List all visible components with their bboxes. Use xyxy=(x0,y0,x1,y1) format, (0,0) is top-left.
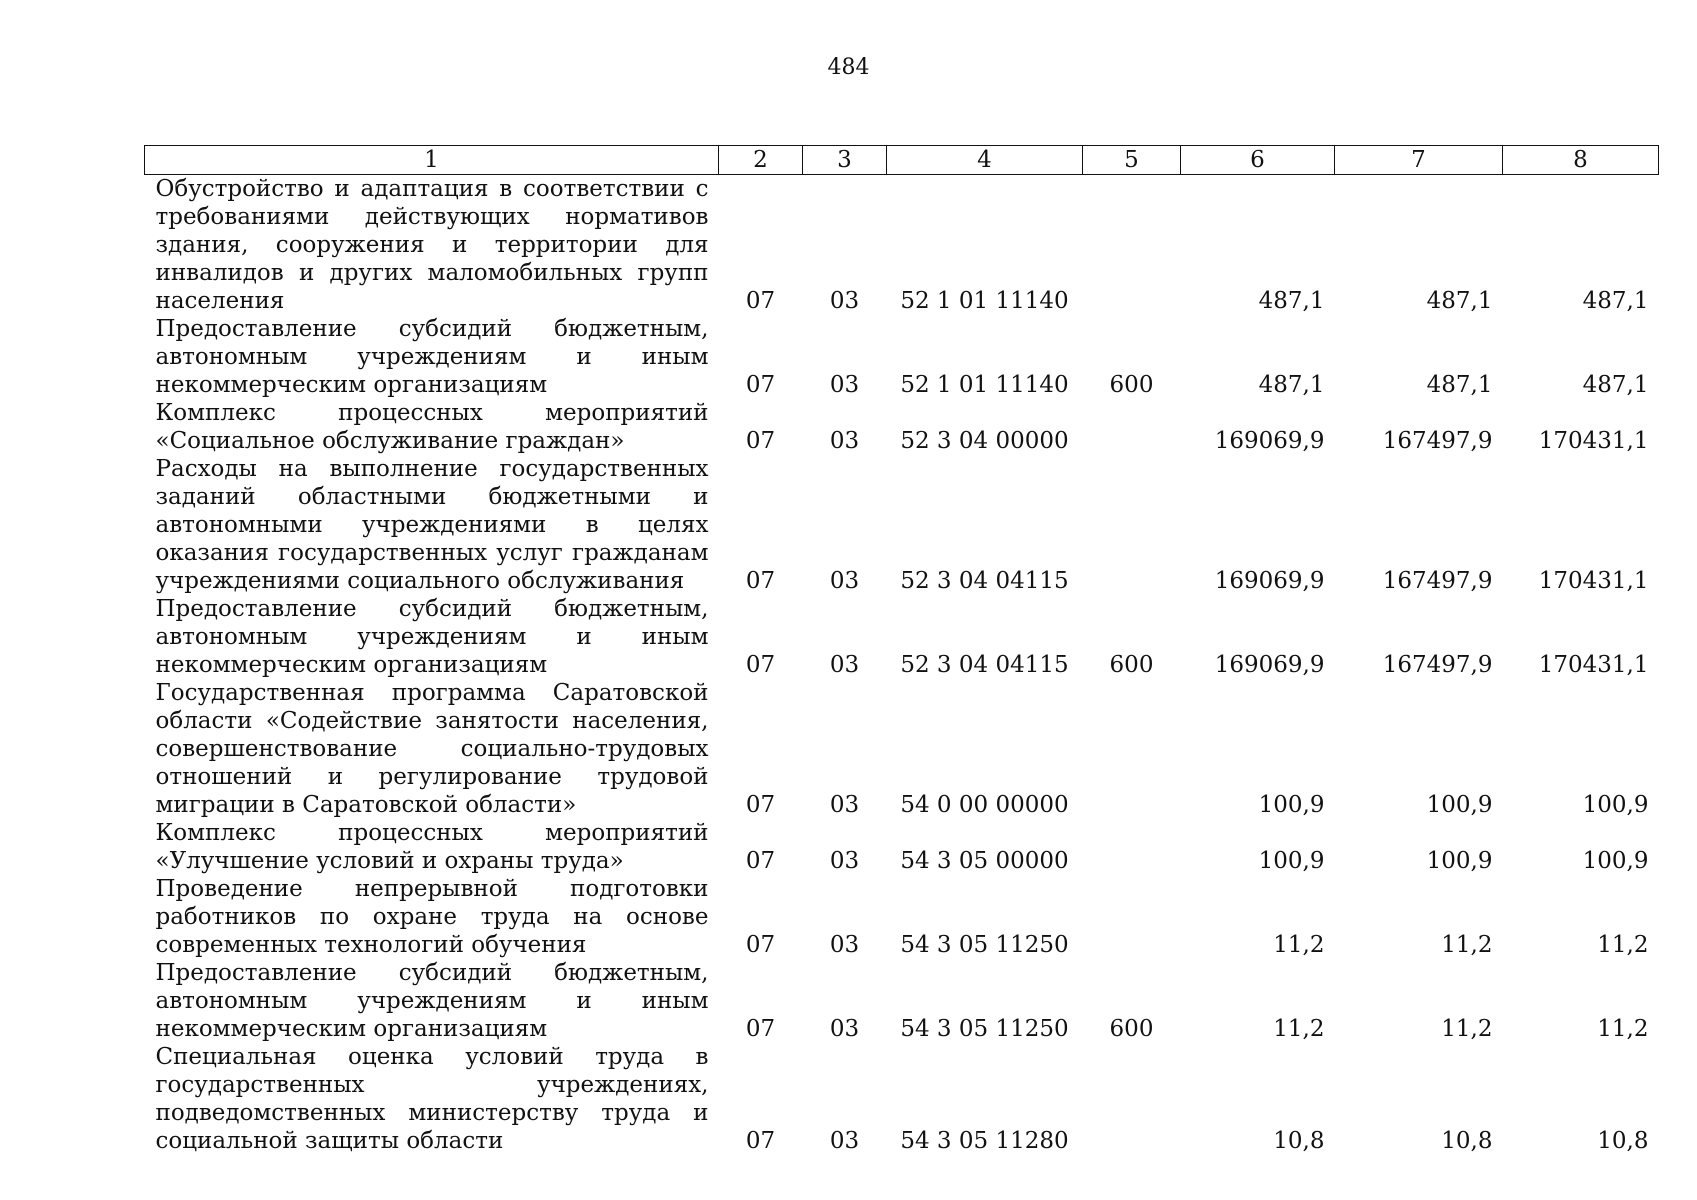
row-amount-col7: 100,9 xyxy=(1426,792,1493,818)
row-amount-col6: 169069,9 xyxy=(1214,428,1325,454)
row-amount-col7: 11,2 xyxy=(1441,1016,1493,1042)
budget-table xyxy=(144,145,1659,1155)
row-target-code: 54 0 00 00000 xyxy=(900,792,1069,818)
row-amount-col7: 100,9 xyxy=(1426,848,1493,874)
header-cell: 3 xyxy=(803,146,887,175)
row-description: Предоставление субсидий бюджетным, автономным учреждениям и иным некоммерческим организациям xyxy=(155,596,709,678)
row-amount-col7: 487,1 xyxy=(1426,288,1493,314)
row-amount-col7: 167497,9 xyxy=(1382,568,1493,594)
row-section: 07 xyxy=(745,932,776,958)
table-row xyxy=(145,175,1659,316)
row-amount-col6: 169069,9 xyxy=(1214,652,1325,678)
row-amount-col7: 11,2 xyxy=(1441,932,1493,958)
table-row xyxy=(145,679,1659,819)
row-subsection: 03 xyxy=(829,848,860,874)
row-amount-col7: 10,8 xyxy=(1441,1128,1493,1154)
table-row xyxy=(145,399,1659,455)
row-expense-type xyxy=(1083,819,1181,875)
row-target-code: 52 3 04 00000 xyxy=(900,428,1069,454)
row-amount-col8: 11,2 xyxy=(1597,1016,1649,1042)
row-subsection: 03 xyxy=(829,372,860,398)
row-amount-col7: 167497,9 xyxy=(1382,652,1493,678)
row-expense-type xyxy=(1083,175,1181,316)
row-amount-col8: 170431,1 xyxy=(1538,568,1649,594)
row-amount-col6: 100,9 xyxy=(1258,792,1325,818)
row-amount-col6: 487,1 xyxy=(1258,288,1325,314)
row-section: 07 xyxy=(745,288,776,314)
header-row xyxy=(145,146,1659,175)
table-row xyxy=(145,315,1659,399)
row-section: 07 xyxy=(745,568,776,594)
row-target-code: 52 3 04 04115 xyxy=(900,652,1069,678)
row-target-code: 52 1 01 11140 xyxy=(900,372,1069,398)
row-description: Комплекс процессных мероприятий «Социальное обслуживание граждан» xyxy=(155,400,709,454)
row-subsection: 03 xyxy=(829,568,860,594)
row-amount-col8: 11,2 xyxy=(1597,932,1649,958)
row-section: 07 xyxy=(745,1128,776,1154)
row-amount-col6: 11,2 xyxy=(1273,932,1325,958)
row-target-code: 54 3 05 11280 xyxy=(900,1128,1069,1154)
row-amount-col8: 487,1 xyxy=(1582,288,1649,314)
table-row xyxy=(145,1043,1659,1155)
row-subsection: 03 xyxy=(829,932,860,958)
row-description: Обустройство и адаптация в соответствии с требованиями действующих нормативов здания, сооружения и территории для инвалидов и других маломобильных групп населения xyxy=(155,176,709,314)
row-subsection: 03 xyxy=(829,288,860,314)
page-number: 484 xyxy=(827,55,870,80)
header-cell: 5 xyxy=(1083,146,1181,175)
row-expense-type xyxy=(1083,875,1181,959)
row-target-code: 54 3 05 11250 xyxy=(900,932,1069,958)
row-subsection: 03 xyxy=(829,652,860,678)
row-expense-type: 600 xyxy=(1109,1016,1154,1042)
row-description: Расходы на выполнение государственных заданий областными бюджетными и автономными учреждениями в целях оказания государственных услуг гражданам учреждениями социального обслуживания xyxy=(155,456,709,594)
row-target-code: 54 3 05 00000 xyxy=(900,848,1069,874)
row-amount-col7: 167497,9 xyxy=(1382,428,1493,454)
row-description: Проведение непрерывной подготовки работников по охране труда на основе современных технологий обучения xyxy=(155,876,709,958)
row-description: Специальная оценка условий труда в государственных учреждениях, подведомственных министерству труда и социальной защиты области xyxy=(155,1044,709,1154)
row-expense-type xyxy=(1083,1043,1181,1155)
row-amount-col8: 487,1 xyxy=(1582,372,1649,398)
row-expense-type xyxy=(1083,455,1181,595)
row-section: 07 xyxy=(745,1016,776,1042)
row-description: Предоставление субсидий бюджетным, автономным учреждениям и иным некоммерческим организациям xyxy=(155,960,709,1042)
row-amount-col8: 10,8 xyxy=(1597,1128,1649,1154)
row-expense-type: 600 xyxy=(1109,652,1154,678)
row-expense-type xyxy=(1083,679,1181,819)
row-subsection: 03 xyxy=(829,1016,860,1042)
row-amount-col6: 169069,9 xyxy=(1214,568,1325,594)
row-expense-type: 600 xyxy=(1109,372,1154,398)
row-amount-col6: 487,1 xyxy=(1258,372,1325,398)
header-cell: 8 xyxy=(1503,146,1659,175)
header-cell: 4 xyxy=(887,146,1083,175)
header-cell: 6 xyxy=(1181,146,1335,175)
row-expense-type xyxy=(1083,399,1181,455)
row-section: 07 xyxy=(745,652,776,678)
row-description: Комплекс процессных мероприятий «Улучшение условий и охраны труда» xyxy=(155,820,709,874)
row-amount-col6: 100,9 xyxy=(1258,848,1325,874)
row-amount-col6: 10,8 xyxy=(1273,1128,1325,1154)
row-section: 07 xyxy=(745,848,776,874)
table-row xyxy=(145,455,1659,595)
row-section: 07 xyxy=(745,428,776,454)
row-section: 07 xyxy=(745,792,776,818)
row-amount-col8: 170431,1 xyxy=(1538,428,1649,454)
table-row xyxy=(145,819,1659,875)
row-target-code: 52 3 04 04115 xyxy=(900,568,1069,594)
row-subsection: 03 xyxy=(829,428,860,454)
row-amount-col8: 170431,1 xyxy=(1538,652,1649,678)
row-amount-col8: 100,9 xyxy=(1582,792,1649,818)
table-row xyxy=(145,595,1659,679)
row-section: 07 xyxy=(745,372,776,398)
row-target-code: 54 3 05 11250 xyxy=(900,1016,1069,1042)
table-row xyxy=(145,959,1659,1043)
header-cell: 1 xyxy=(145,146,719,175)
row-amount-col7: 487,1 xyxy=(1426,372,1493,398)
row-subsection: 03 xyxy=(829,1128,860,1154)
row-subsection: 03 xyxy=(829,792,860,818)
row-target-code: 52 1 01 11140 xyxy=(900,288,1069,314)
header-cell: 7 xyxy=(1335,146,1503,175)
row-amount-col8: 100,9 xyxy=(1582,848,1649,874)
header-cell: 2 xyxy=(719,146,803,175)
table-row xyxy=(145,875,1659,959)
table-body xyxy=(145,175,1659,1156)
row-amount-col6: 11,2 xyxy=(1273,1016,1325,1042)
row-description: Предоставление субсидий бюджетным, автономным учреждениям и иным некоммерческим организациям xyxy=(155,316,709,398)
row-description: Государственная программа Саратовской области «Содействие занятости населения, совершенствование социально-трудовых отношений и регулирование трудовой миграции в Саратовской области» xyxy=(155,680,709,818)
